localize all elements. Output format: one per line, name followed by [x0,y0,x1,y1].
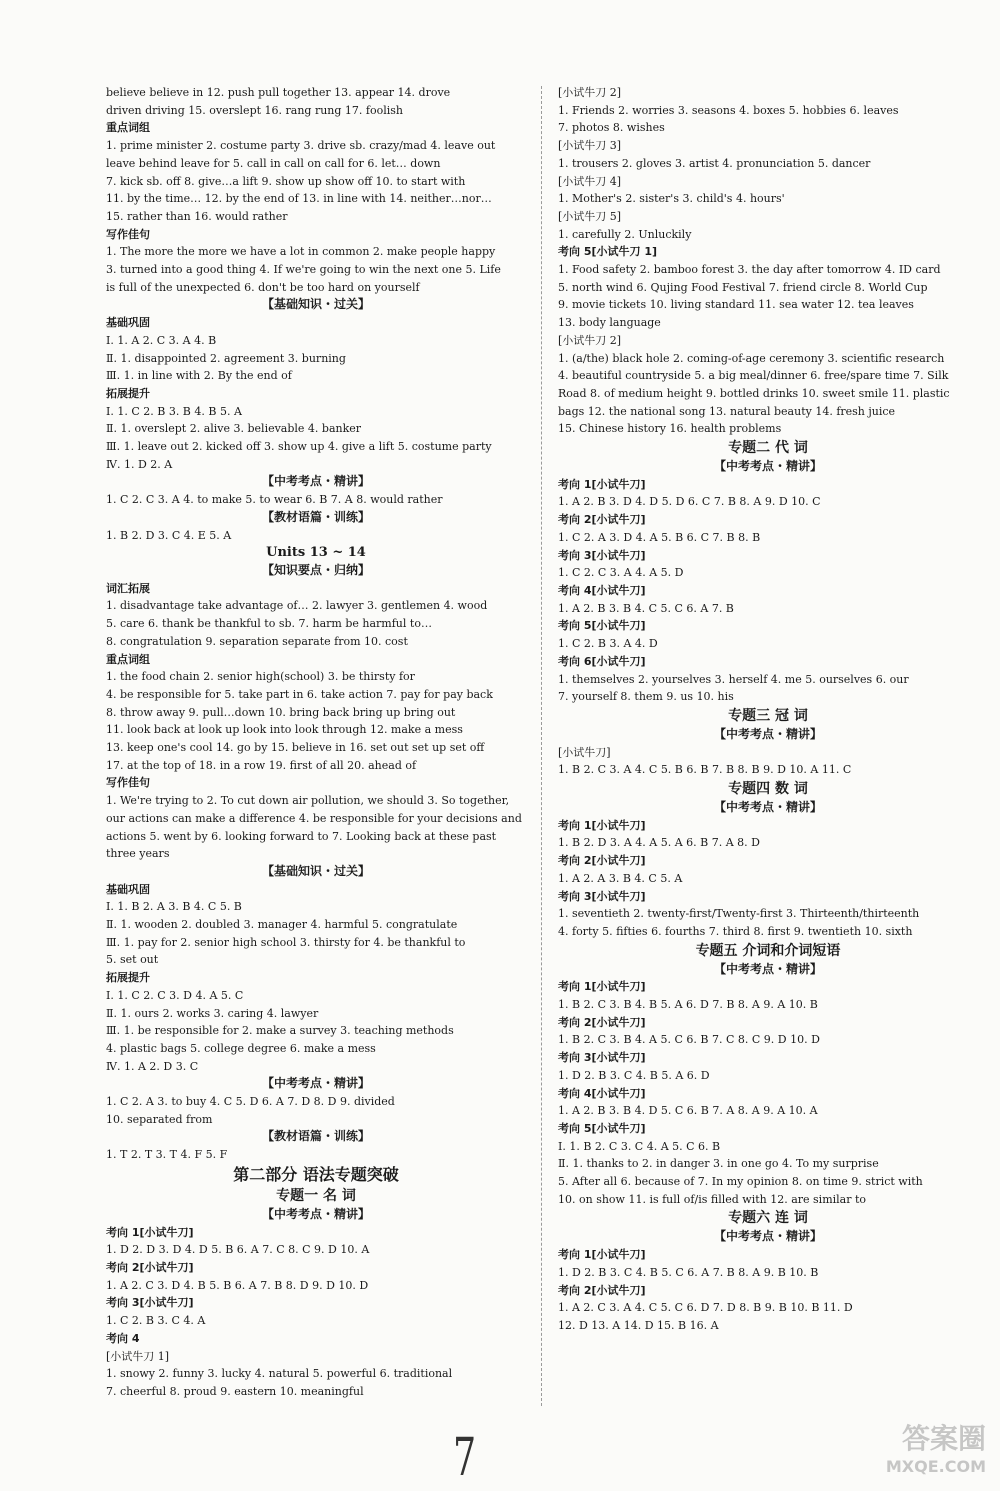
section-heading: 基础巩固 [106,316,150,330]
answer-line: three years [106,847,170,861]
answer-line: [小试牛刀] [558,745,611,759]
section-heading: 考向 5[小试牛刀] [558,1121,646,1135]
answer-line: 4. forty 5. fifties 6. fourths 7. third 8. first 9. twentieth 10. sixth [558,924,913,938]
section-heading: 考向 4[小试牛刀] [558,1086,646,1100]
section-heading: 词汇拓展 [106,581,150,595]
section-heading: 考向 5[小试牛刀 1] [558,245,658,259]
answer-line: 1. prime minister 2. costume party 3. drive sb. crazy/mad 4. leave out [106,139,496,153]
answer-line: 1. The more the more we have a lot in common 2. make people happy [106,245,496,259]
answer-line: 1. A 2. B 3. B 4. C 5. C 6. A 7. B [558,601,734,615]
answer-line: 1. D 2. B 3. C 4. B 5. A 6. D [558,1068,710,1082]
subsection-banner: 【中考考点・精讲】 [713,1229,822,1244]
answer-line: Ⅰ. 1. B 2. C 3. C 4. A 5. C 6. B [558,1139,721,1153]
answer-line: [小试牛刀 4] [558,174,622,188]
section-heading: 考向 1[小试牛刀] [558,477,646,491]
answer-line: Ⅳ. 1. D 2. A [106,457,173,471]
answer-line: believe believe in 12. push pull together 13. appear 14. drove [106,86,451,99]
section-heading: 考向 1[小试牛刀] [558,818,646,832]
section-heading: 考向 2[小试牛刀] [558,854,646,868]
section-heading: 考向 3[小试牛刀] [558,548,646,562]
answer-line: bags 12. the national song 13. natural beauty 14. fresh juice [558,404,896,418]
answer-line: 5. After all 6. because of 7. In my opinion 8. on time 9. strict with [558,1175,923,1189]
subsection-banner: 【基础知识・过关】 [261,297,370,312]
answer-line: Ⅰ. 1. A 2. C 3. A 4. B [106,333,217,347]
section-heading: 考向 6[小试牛刀] [558,654,646,668]
section-heading: 考向 4 [106,1331,140,1345]
part-title: 第二部分 语法专题突破 [233,1164,399,1184]
answer-line: 15. Chinese history 16. health problems [558,422,782,436]
answer-line: 1. A 2. A 3. B 4. C 5. A [558,871,683,885]
answer-line: 1. C 2. C 3. A 4. A 5. D [558,566,684,580]
answer-line: 3. turned into a good thing 4. If we're going to win the next one 5. Life [106,263,501,277]
answer-line: Ⅲ. 1. leave out 2. kicked off 3. show up 4. give a lift 5. costume party [106,440,492,454]
section-heading: 重点词组 [106,121,150,135]
answer-line: [小试牛刀 3] [558,139,622,153]
answer-line: 13. body language [558,316,661,330]
answer-line: 4. beautiful countryside 5. a big meal/dinner 6. free/spare time 7. Silk [558,369,949,383]
answer-line: 1. C 2. A 3. to buy 4. C 5. D 6. A 7. D 8. D 9. divided [106,1095,395,1109]
answer-line: [小试牛刀 5] [558,209,622,223]
answer-line: 1. C 2. B 3. A 4. D [558,637,658,651]
answer-line: 1. seventieth 2. twenty-first/Twenty-first 3. Thirteenth/thirteenth [558,907,920,921]
answer-line: 1. Food safety 2. bamboo forest 3. the day after tomorrow 4. ID card [558,263,941,277]
section-heading: 考向 2[小试牛刀] [558,513,646,527]
answer-line: [小试牛刀 2] [558,86,622,99]
right-column [558,84,978,1335]
subsection-banner: 【基础知识・过关】 [261,863,370,878]
answer-line: 1. snowy 2. funny 3. lucky 4. natural 5. powerful 6. traditional [106,1367,453,1381]
answer-line: 1. A 2. B 3. D 4. D 5. D 6. C 7. B 8. A 9. D 10. C [558,495,821,509]
subsection-banner: 【中考考点・精讲】 [713,459,822,474]
section-heading: 拓展提升 [106,386,150,400]
topic-title: 专题三 冠 词 [728,707,808,724]
answer-line: Ⅱ. 1. thanks to 2. in danger 3. in one go 4. To my surprise [558,1157,879,1171]
left-column [106,84,526,1401]
answer-line: Ⅰ. 1. C 2. C 3. D 4. A 5. C [106,988,244,1002]
answer-line: 1. the food chain 2. senior high(school) 3. be thirsty for [106,670,415,684]
answer-line: 1. C 2. A 3. D 4. A 5. B 6. C 7. B 8. B [558,530,761,544]
answer-line: Ⅲ. 1. in line with 2. By the end of [106,369,292,383]
answer-line: 1. B 2. D 3. C 4. E 5. A [106,528,232,542]
answer-line: 1. B 2. C 3. A 4. C 5. B 6. B 7. B 8. B 9. D 10. A 11. C [558,763,852,777]
answer-line: 1. C 2. B 3. C 4. A [106,1314,206,1328]
answer-line: 1. A 2. C 3. A 4. C 5. C 6. D 7. D 8. B 9. B 10. B 11. D [558,1301,853,1315]
answer-line: 9. movie tickets 10. living standard 11. sea water 12. tea leaves [558,298,914,312]
answer-line: 5. north wind 6. Qujing Food Festival 7. friend circle 8. World Cup [558,280,928,294]
topic-title: 专题一 名 词 [276,1187,356,1204]
topic-title: 专题四 数 词 [728,781,808,798]
section-heading: 考向 3[小试牛刀] [106,1296,194,1310]
answer-line: 1. Mother's 2. sister's 3. child's 4. hours' [558,192,785,206]
answer-line: Ⅱ. 1. disappointed 2. agreement 3. burning [106,351,346,365]
answer-line: Road 8. of medium height 9. bottled drinks 10. sweet smile 11. plastic [558,386,950,400]
answer-line: 17. at the top of 18. in a row 19. first of all 20. ahead of [106,758,417,772]
subsection-banner: 【中考考点・精讲】 [713,726,822,741]
answer-line: 1. T 2. T 3. T 4. F 5. F [106,1148,228,1162]
subsection-banner: 【中考考点・精讲】 [261,474,370,489]
answer-line: 11. by the time… 12. by the end of 13. in line with 14. neither…nor… [106,192,492,206]
answer-line: 1. Friends 2. worries 3. seasons 4. boxes 5. hobbies 6. leaves [558,103,899,117]
subsection-banner: 【知识要点・归纳】 [261,562,370,577]
answer-line: 1. D 2. D 3. D 4. D 5. B 6. A 7. C 8. C 9. D 10. A [106,1243,370,1257]
answer-line: 1. carefully 2. Unluckily [558,227,692,241]
section-heading: 考向 2[小试牛刀] [106,1261,194,1274]
answer-line: 7. yourself 8. them 9. us 10. his [558,690,734,704]
answer-line: 1. C 2. C 3. A 4. to make 5. to wear 6. B 7. A 8. would rather [106,493,443,507]
answer-line: 1. D 2. B 3. C 4. B 5. C 6. A 7. B 8. A 9. B 10. B [558,1265,819,1279]
answer-line: 1. B 2. C 3. B 4. A 5. C 6. B 7. C 8. C 9. D 10. D [558,1033,820,1047]
answer-line: 4. be responsible for 5. take part in 6. take action 7. pay for pay back [106,687,493,701]
answer-line: 1. (a/the) black hole 2. coming-of-age ceremony 3. scientific research [558,351,945,365]
section-heading: 考向 4[小试牛刀] [558,583,646,597]
subsection-banner: 【中考考点・精讲】 [261,1206,370,1221]
answer-line: 1. trousers 2. gloves 3. artist 4. pronunciation 5. dancer [558,156,871,170]
answer-line: Ⅲ. 1. pay for 2. senior high school 3. thirsty for 4. be thankful to [106,935,466,949]
answer-line: Ⅰ. 1. C 2. B 3. B 4. B 5. A [106,404,242,418]
section-heading: 考向 2[小试牛刀] [558,1015,646,1029]
watermark-url: MXQE.COM [885,1457,986,1476]
answer-line: our actions can make a difference 4. be responsible for your decisions and [106,811,522,825]
answer-line: [小试牛刀 2] [558,333,622,347]
answer-line: 7. photos 8. wishes [558,121,665,135]
answer-line: 7. kick sb. off 8. give…a lift 9. show up show off 10. to start with [106,174,466,188]
answer-line: Ⅱ. 1. wooden 2. doubled 3. manager 4. harmful 5. congratulate [106,918,458,932]
answer-line: 7. cheerful 8. proud 9. eastern 10. meaningful [106,1384,364,1398]
answer-line: 10. on show 11. is full of/is filled with 12. are similar to [558,1192,867,1206]
answer-line: 13. keep one's cool 14. go by 15. believe in 16. set out set up set off [106,741,485,755]
watermark-logo: 答案圈 [901,1422,986,1455]
section-heading: 考向 2[小试牛刀] [558,1283,646,1297]
section-heading: 考向 5[小试牛刀] [558,619,646,633]
answer-line: 11. look back at look up look into look through 12. make a mess [106,723,463,737]
answer-line: 1. B 2. C 3. B 4. B 5. A 6. D 7. B 8. A 9. A 10. B [558,998,818,1012]
answer-line: driven driving 15. overslept 16. rang rung 17. foolish [106,103,403,117]
answer-line: Ⅲ. 1. be responsible for 2. make a survey 3. teaching methods [106,1024,454,1038]
section-heading: 考向 3[小试牛刀] [558,1051,646,1065]
topic-title: 专题五 介词和介词短语 [695,942,841,959]
section-heading: 写作佳句 [106,776,150,790]
section-heading: 写作佳句 [106,227,150,241]
subsection-banner: 【中考考点・精讲】 [261,1076,370,1091]
answer-line: 1. themselves 2. yourselves 3. herself 4. me 5. ourselves 6. our [558,672,909,686]
page-number: 7 [452,1428,477,1488]
answer-line: 8. throw away 9. pull…down 10. bring back bring up bring out [106,705,456,719]
section-heading: 考向 1[小试牛刀] [106,1225,194,1239]
answer-line: 5. set out [106,953,159,967]
answer-line: 15. rather than 16. would rather [106,209,288,223]
topic-title: 专题六 连 词 [728,1210,808,1227]
answer-line: 1. A 2. C 3. D 4. B 5. B 6. A 7. B 8. D 9. D 10. D [106,1278,369,1292]
section-heading: 重点词组 [106,652,150,666]
answer-line: 12. D 13. A 14. D 15. B 16. A [558,1319,719,1332]
subsection-banner: 【教材语篇・训练】 [261,1129,370,1144]
answer-line: Ⅱ. 1. overslept 2. alive 3. believable 4. banker [106,422,362,436]
answer-line: [小试牛刀 1] [106,1349,170,1363]
section-heading: 拓展提升 [106,971,150,985]
section-heading: 考向 1[小试牛刀] [558,980,646,994]
answer-line: 5. care 6. thank be thankful to sb. 7. harm be harmful to… [106,617,432,631]
answer-line: 10. separated from [106,1112,213,1126]
subsection-banner: 【中考考点・精讲】 [713,961,822,976]
watermark [806,1417,986,1477]
answer-line: is full of the unexpected 6. don't be too hard on yourself [106,280,420,294]
answer-line: 1. A 2. B 3. B 4. D 5. C 6. B 7. A 8. A 9. A 10. A [558,1104,818,1118]
topic-title: 专题二 代 词 [728,440,808,457]
column-divider [541,86,542,1406]
subsection-banner: 【教材语篇・训练】 [261,509,370,524]
answer-line: 8. congratulation 9. separation separate from 10. cost [106,634,408,648]
unit-title: Units 13 ~ 14 [266,545,366,561]
answer-line: Ⅰ. 1. B 2. A 3. B 4. C 5. B [106,900,242,914]
section-heading: 基础巩固 [106,882,150,896]
answer-line: actions 5. went by 6. looking forward to 7. Looking back at these past [106,829,497,843]
answer-line: 1. We're trying to 2. To cut down air pollution, we should 3. So together, [106,794,510,808]
subsection-banner: 【中考考点・精讲】 [713,800,822,815]
answer-line: Ⅱ. 1. ours 2. works 3. caring 4. lawyer [106,1006,319,1020]
section-heading: 考向 1[小试牛刀] [558,1248,646,1262]
answer-line: Ⅳ. 1. A 2. D 3. C [106,1059,199,1073]
answer-line: 4. plastic bags 5. college degree 6. make a mess [106,1041,376,1055]
answer-line: leave behind leave for 5. call in call on call for 6. let… down [106,156,441,170]
answer-line: 1. disadvantage take advantage of… 2. lawyer 3. gentlemen 4. wood [106,599,488,613]
answer-line: 1. B 2. D 3. A 4. A 5. A 6. B 7. A 8. D [558,836,760,850]
section-heading: 考向 3[小试牛刀] [558,889,646,903]
